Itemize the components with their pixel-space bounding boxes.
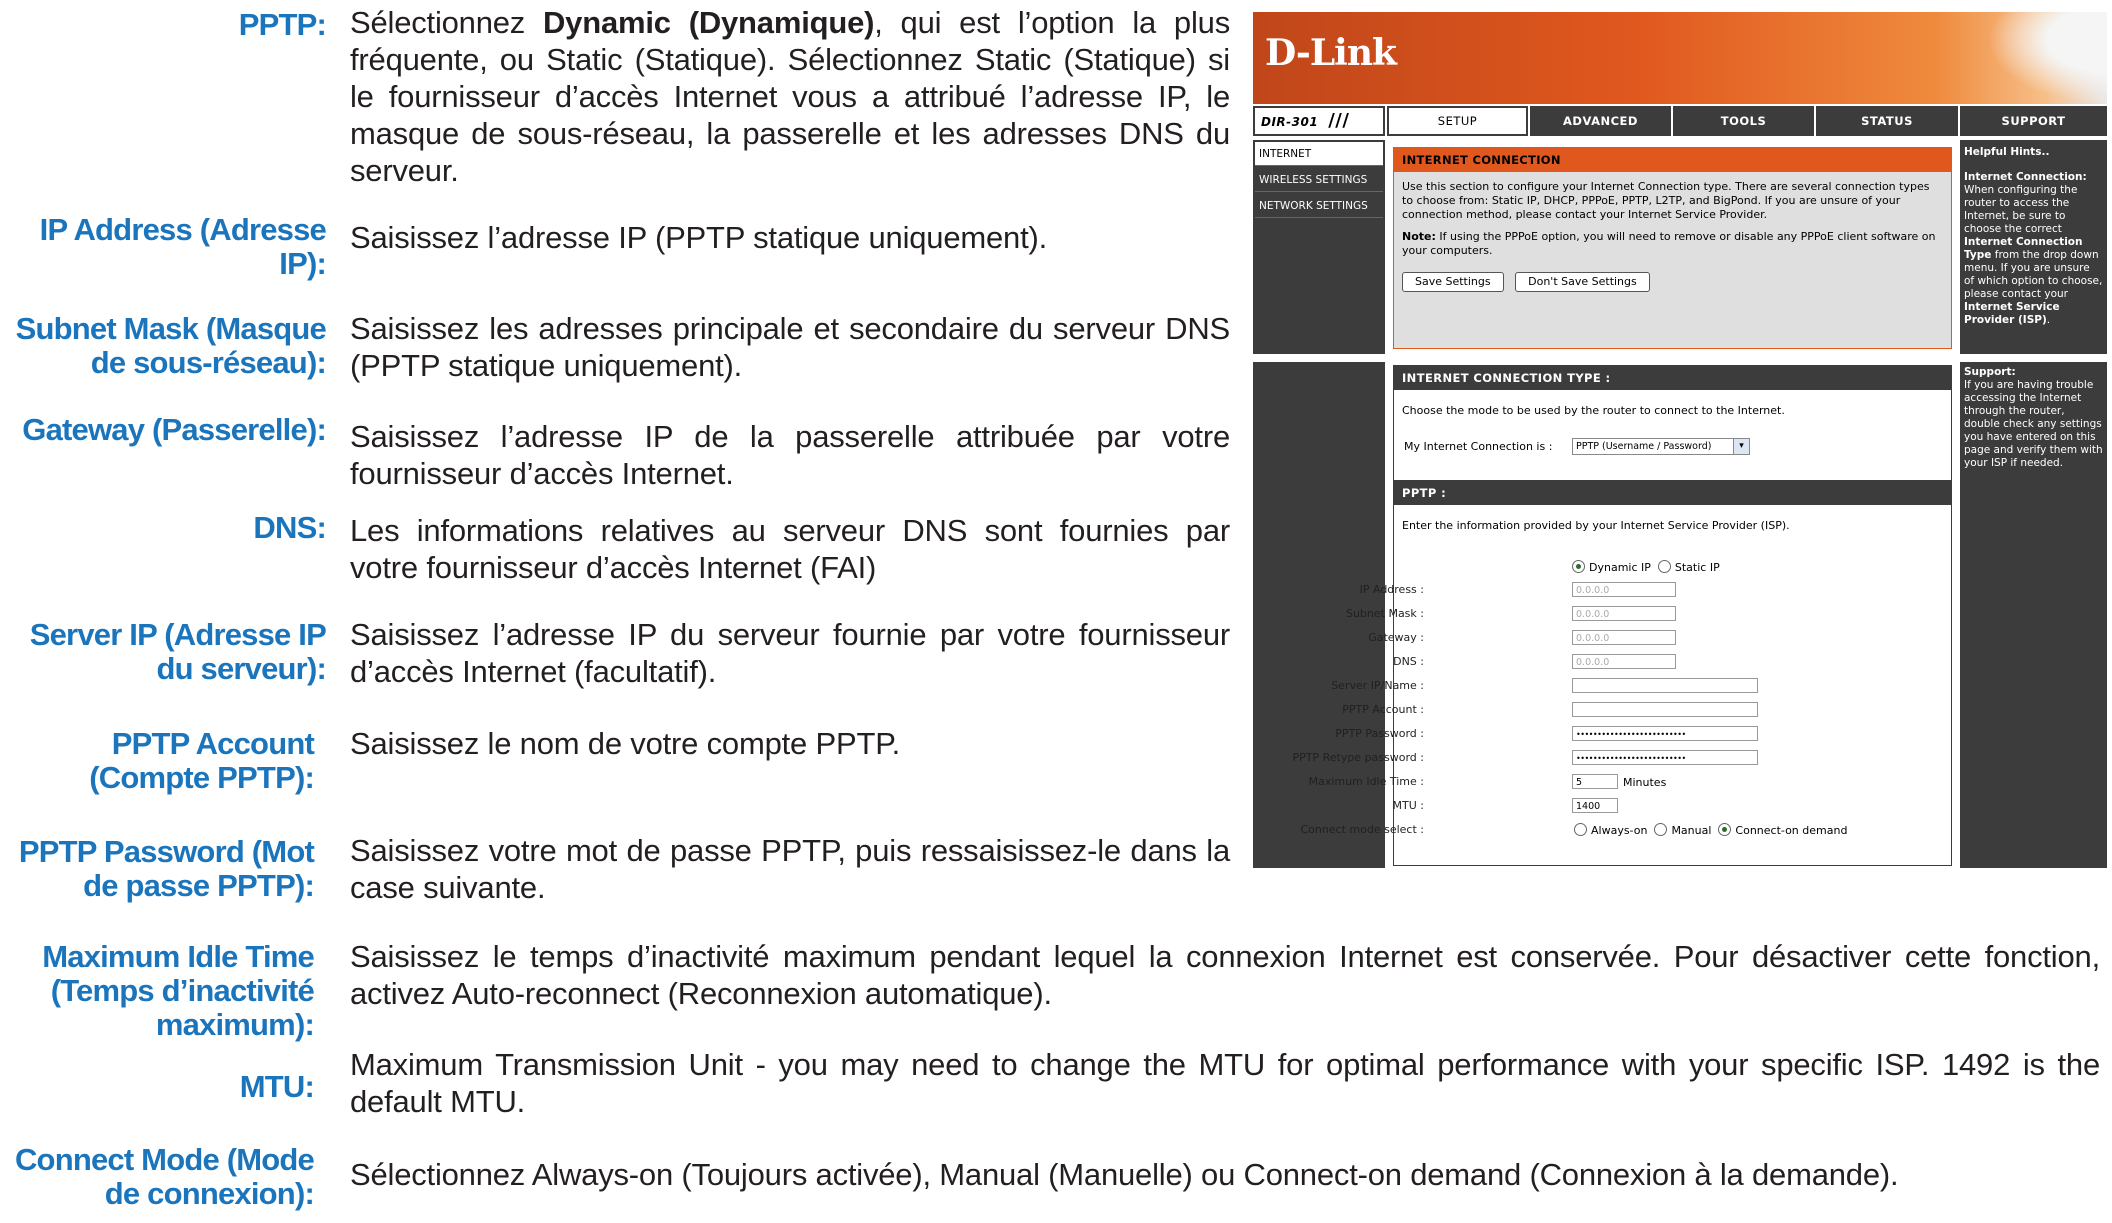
sidebar-item-network[interactable]: NETWORK SETTINGS <box>1255 194 1383 218</box>
entry-desc-pptp-account: Saisissez le nom de votre compte PPTP. <box>350 726 901 761</box>
tab-status[interactable]: STATUS <box>1816 106 1958 136</box>
panel-note: Note: If using the PPPoE option, you will need to remove or disable any PPPoE client software on your computers. <box>1402 230 1936 257</box>
support-text: If you are having trouble accessing the Internet through the router, double check any settings you have entered on this page and verify them with your ISP if needed. <box>1964 379 2103 469</box>
tab-tools[interactable]: TOOLS <box>1673 106 1814 136</box>
entry-label-server-ip: Server IP (Adresse IP du serveur): <box>29 617 326 686</box>
field-label-pptp-password: PPTP Password : <box>1335 727 1424 740</box>
dont-save-settings-button[interactable]: Don't Save Settings <box>1515 272 1650 292</box>
router-screenshot <box>1253 12 2107 866</box>
pptp-text: Enter the information provided by your Internet Service Provider (ISP). <box>1402 519 1790 532</box>
max-idle-input[interactable]: 5 <box>1572 774 1618 789</box>
entry-label-pptp-password: PPTP Password (Mot de passe PPTP): <box>18 834 314 903</box>
dlink-banner <box>1253 12 2107 104</box>
ip-mode-radios: Dynamic IP Static IP <box>1572 560 1720 574</box>
entry-desc-subnet-mask: Saisissez les adresses principale et secondaire du serveur DNS (PPTP statique uniquement). <box>350 311 1230 383</box>
field-label-subnet-mask: Subnet Mask : <box>1345 607 1424 620</box>
entry-desc-dns: Les informations relatives au serveur DNS sont fournies par votre fournisseur d’accès Internet (FAI) <box>350 513 1230 585</box>
entry-label-connect-mode: Connect Mode (Mode de connexion): <box>14 1142 314 1211</box>
entry-label-subnet-mask: Subnet Mask (Masque de sous-réseau): <box>15 311 326 380</box>
tab-advanced[interactable]: ADVANCED <box>1530 106 1671 136</box>
pptp-account-input[interactable] <box>1572 702 1758 717</box>
entry-desc-server-ip: Saisissez l’adresse IP du serveur fournie par votre fournisseur d’accès Internet (facultatif). <box>350 617 1230 689</box>
sidebar <box>1253 140 1385 354</box>
pptp-retype-input[interactable]: •••••••••••••••••••••••••• <box>1572 750 1758 765</box>
field-label-pptp-retype: PPTP Retype password : <box>1292 751 1424 764</box>
entry-label-mtu: MTU: <box>239 1069 314 1104</box>
entry-desc-pptp-password: Saisissez votre mot de passe PPTP, puis ressaisissez-le dans la case suivante. <box>350 833 1230 905</box>
dlink-logo: D-Link <box>1265 32 1396 74</box>
connect-on-demand-radio[interactable] <box>1718 823 1731 836</box>
entry-desc-connect-mode: Sélectionnez Always-on (Toujours activée), Manual (Manuelle) ou Connect-on demand (Connexion à la demande). <box>350 1157 1899 1192</box>
entry-desc-mtu: Maximum Transmission Unit - you may need to change the MTU for optimal performance with your specific ISP. 1492 is the default MTU. <box>350 1047 2100 1119</box>
pptp-panel <box>1393 480 1952 866</box>
entry-label-dns: DNS: <box>253 510 326 545</box>
connection-type-label: My Internet Connection is : <box>1404 440 1553 453</box>
entry-label-ip-address: IP Address (Adresse IP): <box>39 212 326 281</box>
dynamic-ip-radio[interactable] <box>1572 560 1585 573</box>
tab-support[interactable]: SUPPORT <box>1960 106 2107 136</box>
server-ip-input[interactable] <box>1572 678 1758 693</box>
tab-setup[interactable]: SETUP <box>1387 106 1528 136</box>
field-label-ip-address: IP Address : <box>1359 583 1424 596</box>
pptp-password-input[interactable]: •••••••••••••••••••••••••• <box>1572 726 1758 741</box>
entry-label-gateway: Gateway (Passerelle): <box>22 412 326 447</box>
connect-mode-label: Connect mode select : <box>1300 823 1424 836</box>
sidebar-item-wireless[interactable]: WIRELESS SETTINGS <box>1255 168 1383 192</box>
chevron-down-icon: ▾ <box>1733 439 1749 454</box>
field-label-gateway: Gateway : <box>1368 631 1424 644</box>
field-label-dns: DNS : <box>1393 655 1424 668</box>
minutes-label: Minutes <box>1623 776 1667 789</box>
subnet-mask-input[interactable]: 0.0.0.0 <box>1572 606 1676 621</box>
gateway-input[interactable]: 0.0.0.0 <box>1572 630 1676 645</box>
support-title: Support: <box>1964 366 2016 378</box>
dns-input[interactable]: 0.0.0.0 <box>1572 654 1676 669</box>
manual-radio[interactable] <box>1654 823 1667 836</box>
internet-connection-panel <box>1393 147 1952 349</box>
sidebar-item-internet[interactable]: INTERNET <box>1255 142 1383 166</box>
support-hints <box>1960 362 2107 868</box>
field-label-max-idle: Maximum Idle Time : <box>1308 775 1424 788</box>
entry-description: Sélectionnez Dynamic (Dynamique), qui est l’option la plus fréquente, ou Static (Statique). Sélectionnez Static (Statique) si le fournisseur d’accès Internet vous a attribué l’adresse IP, le masque de sous-réseau, la passerelle et les adresses DNS du serveur. <box>350 5 1231 188</box>
hints-text: Internet Connection: When configuring the router to access the Internet, be sure to choose the correct Internet Connection Type from the drop down menu. If you are unsure of which option to choose, please contact your Internet Service Provider (ISP). <box>1964 171 2103 326</box>
entry-label-pptp-account: PPTP Account (Compte PPTP): <box>89 726 314 795</box>
entry-desc-ip-address: Saisissez l’adresse IP (PPTP statique uniquement). <box>350 220 1048 255</box>
field-label-pptp-account: PPTP Account : <box>1342 703 1424 716</box>
hints-title: Helpful Hints.. <box>1964 146 2050 158</box>
entry-label-max-idle: Maximum Idle Time (Temps d’inactivité maximum): <box>42 939 314 1042</box>
field-label-mtu: MTU : <box>1392 799 1424 812</box>
model-label: DIR-301 /// <box>1253 106 1385 136</box>
connection-type-text: Choose the mode to be used by the router to connect to the Internet. <box>1402 404 1785 417</box>
static-ip-radio[interactable] <box>1658 560 1671 573</box>
entry-desc-max-idle: Saisissez le temps d’inactivité maximum pendant lequel la connexion Internet est conservée. Pour désactiver cette fonction, activez Auto-reconnect (Reconnexion automatique). <box>350 939 2100 1011</box>
connection-type-title: INTERNET CONNECTION TYPE : <box>1394 366 1951 390</box>
ip-address-input[interactable]: 0.0.0.0 <box>1572 582 1676 597</box>
panel-title: INTERNET CONNECTION <box>1394 148 1951 172</box>
save-settings-button[interactable]: Save Settings <box>1402 272 1504 292</box>
helpful-hints <box>1960 140 2107 354</box>
mtu-input[interactable]: 1400 <box>1572 798 1618 813</box>
entry-label: PPTP: <box>238 7 326 42</box>
field-label-server-ip: Server IP/Name : <box>1331 679 1424 692</box>
connect-mode-radios: Always-on Manual Connect-on demand <box>1574 823 1847 837</box>
banner-swoosh <box>1987 12 2107 104</box>
always-on-radio[interactable] <box>1574 823 1587 836</box>
entry-desc-gateway: Saisissez l’adresse IP de la passerelle attribuée par votre fournisseur d’accès Internet. <box>350 419 1230 491</box>
panel-intro-text: Use this section to configure your Internet Connection type. There are several connection types to choose from: Static IP, DHCP, PPPoE, PPTP, L2TP, and BigPond. If you are unsure of your connection method, please contact your Internet Service Provider. <box>1402 180 1930 221</box>
connection-type-panel <box>1393 365 1952 489</box>
pptp-title: PPTP : <box>1394 481 1951 505</box>
connection-type-select[interactable]: PPTP (Username / Password) ▾ <box>1572 438 1750 455</box>
